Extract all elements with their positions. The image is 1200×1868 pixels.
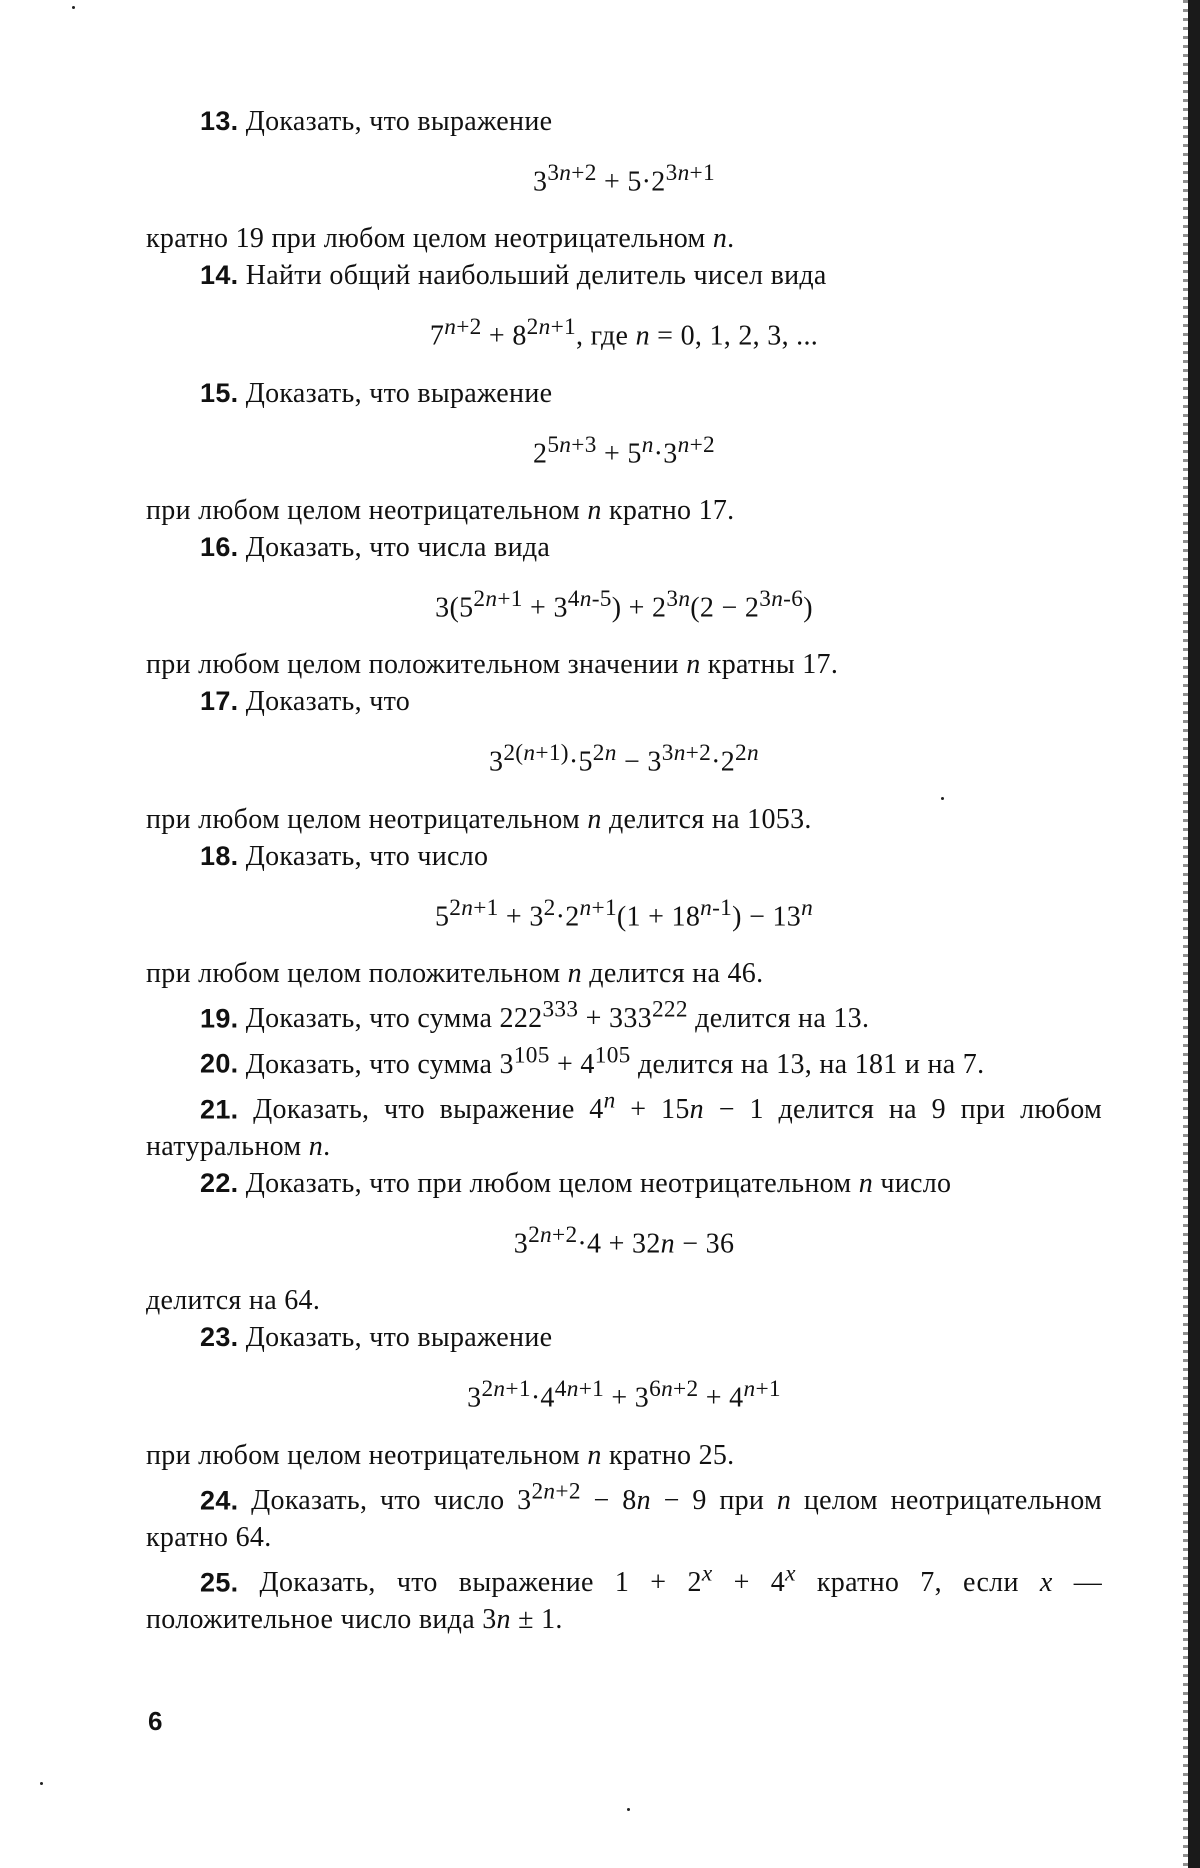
- problem-formula: 32n+1·44n+1 + 36n+2 + 4n+1: [146, 1369, 1102, 1418]
- problem-continuation: кратно 19 при любом целом неотрицательном n.: [146, 220, 1102, 257]
- problem-formula: 32(n+1)·52n − 33n+2·22n: [146, 733, 1102, 782]
- problems-list: [146, 103, 1102, 1638]
- problem-number: 15.: [200, 378, 238, 408]
- problem-statement: [146, 103, 1102, 140]
- problem-statement: [146, 1083, 1102, 1165]
- problem-text: Доказать, что выражение: [238, 106, 552, 137]
- problem-statement: [146, 1474, 1102, 1556]
- problem-number: 18.: [200, 841, 238, 871]
- problem-statement: [146, 683, 1102, 720]
- scan-speck: [40, 1782, 43, 1785]
- problem-formula: 3(52n+1 + 34n-5) + 23n(2 − 23n-6): [146, 579, 1102, 628]
- book-page: [0, 0, 1200, 1868]
- problem-text: Доказать, что при любом целом неотрицательном n число: [238, 1168, 951, 1199]
- problem-text: Доказать, что выражение 1 + 2x + 4x кратно 7, если x — положительное число вида 3n ± 1.: [146, 1567, 1102, 1635]
- problem-number: 14.: [200, 260, 238, 290]
- problem-formula: 32n+2·4 + 32n − 36: [146, 1215, 1102, 1264]
- problem-number: 21.: [200, 1094, 238, 1124]
- scan-speck: [72, 6, 75, 9]
- problem-continuation: при любом целом неотрицательном n делится на 1053.: [146, 801, 1102, 838]
- problem-formula: 7n+2 + 82n+1, где n = 0, 1, 2, 3, ...: [146, 307, 1102, 356]
- problem-number: 22.: [200, 1168, 238, 1198]
- problem-text: Доказать, что сумма 222333 + 333222 делится на 13.: [238, 1003, 869, 1034]
- problem-formula: 33n+2 + 5·23n+1: [146, 153, 1102, 202]
- problem-number: 25.: [200, 1567, 238, 1597]
- problem-text: Доказать, что выражение 4n + 15n − 1 делится на 9 при любом натуральном n.: [146, 1094, 1102, 1162]
- problem-formula: 25n+3 + 5n·3n+2: [146, 425, 1102, 474]
- problem-text: Доказать, что сумма 3105 + 4105 делится на 13, на 181 и на 7.: [238, 1049, 984, 1080]
- problem-number: 20.: [200, 1049, 238, 1079]
- problem-text: Доказать, что число 32n+2 − 8n − 9 при n целом неотрицательном кратно 64.: [146, 1485, 1102, 1553]
- problem-statement: [146, 375, 1102, 412]
- problem-statement: [146, 257, 1102, 294]
- problem-continuation: при любом целом положительном значении n кратны 17.: [146, 646, 1102, 683]
- problem-statement: [146, 1556, 1102, 1638]
- problem-number: 24.: [200, 1485, 238, 1515]
- scan-speck: [941, 797, 944, 800]
- problem-statement: [146, 838, 1102, 875]
- problem-number: 16.: [200, 532, 238, 562]
- problem-text: Доказать, что выражение: [238, 1322, 552, 1353]
- problem-statement: [146, 1165, 1102, 1202]
- problem-number: 19.: [200, 1003, 238, 1033]
- problem-statement: [146, 529, 1102, 566]
- problem-continuation: при любом целом неотрицательном n кратно 25.: [146, 1437, 1102, 1474]
- problem-number: 13.: [200, 106, 238, 136]
- scan-speck: [627, 1808, 630, 1811]
- scan-edge-shadow: [1188, 0, 1200, 1868]
- problem-statement: [146, 1037, 1102, 1082]
- problem-text: Доказать, что выражение: [238, 378, 552, 409]
- page-number: 6: [148, 1706, 162, 1737]
- problem-continuation: при любом целом неотрицательном n кратно 17.: [146, 492, 1102, 529]
- problem-statement: [146, 992, 1102, 1037]
- problem-text: Доказать, что числа вида: [238, 532, 550, 563]
- problem-statement: [146, 1319, 1102, 1356]
- problem-number: 23.: [200, 1322, 238, 1352]
- problem-continuation: делится на 64.: [146, 1282, 1102, 1319]
- problem-text: Доказать, что: [238, 686, 410, 717]
- problem-text: Найти общий наибольший делитель чисел вида: [238, 260, 826, 291]
- problem-formula: 52n+1 + 32·2n+1(1 + 18n-1) − 13n: [146, 888, 1102, 937]
- problem-number: 17.: [200, 686, 238, 716]
- problem-continuation: при любом целом положительном n делится на 46.: [146, 955, 1102, 992]
- problem-text: Доказать, что число: [238, 841, 488, 872]
